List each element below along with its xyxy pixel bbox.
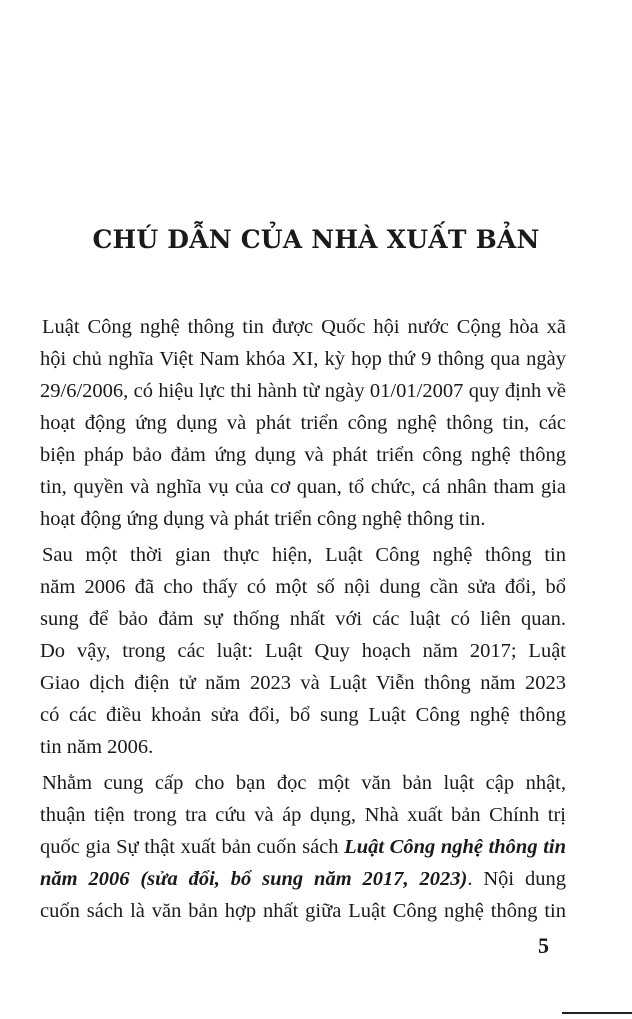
text-run: quốc gia Sự thật xuất bản cuốn sách <box>40 836 345 858</box>
book-title-text: Luật Công nghệ thông tin <box>344 836 566 858</box>
text-line: cuốn sách là văn bản hợp nhất giữa Luật Công nghệ thông tin <box>40 900 566 922</box>
text-line: năm 2006 đã cho thấy có một số nội dung cần sửa đổi, bổ <box>40 576 566 598</box>
paragraph-2 <box>40 539 566 763</box>
text-line: sung để bảo đảm sự thống nhất với các luật có liên quan. <box>40 608 566 630</box>
text-line: có các điều khoản sửa đổi, bổ sung Luật Công nghệ thông <box>40 704 566 726</box>
text-run: . Nội dung <box>467 868 566 890</box>
text-line: hội chủ nghĩa Việt Nam khóa XI, kỳ họp thứ 9 thông qua ngày <box>40 348 566 370</box>
text-line: hoạt động ứng dụng và phát triển công nghệ thông tin, các <box>40 412 566 434</box>
body-text <box>40 311 566 931</box>
paragraph-3 <box>40 767 566 927</box>
bottom-rule <box>562 1012 632 1014</box>
text-line: hoạt động ứng dụng và phát triển công nghệ thông tin. <box>40 508 486 530</box>
text-line <box>40 863 566 895</box>
text-line: Do vậy, trong các luật: Luật Quy hoạch năm 2017; Luật <box>40 640 566 662</box>
text-line: Nhằm cung cấp cho bạn đọc một văn bản luật cập nhật, <box>42 772 566 794</box>
page-title: CHÚ DẪN CỦA NHÀ XUẤT BẢN <box>92 225 540 254</box>
text-line <box>40 831 566 863</box>
text-line: Sau một thời gian thực hiện, Luật Công nghệ thông tin <box>42 544 566 566</box>
text-line: tin, quyền và nghĩa vụ của cơ quan, tổ chức, cá nhân tham gia <box>40 476 566 498</box>
text-line: thuận tiện trong tra cứu và áp dụng, Nhà xuất bản Chính trị <box>40 804 566 826</box>
book-title-text: năm 2006 (sửa đổi, bổ sung năm 2017, 2023) <box>40 868 468 890</box>
text-line: tin năm 2006. <box>40 736 154 758</box>
text-line: Luật Công nghệ thông tin được Quốc hội nước Cộng hòa xã <box>42 316 566 338</box>
page-number: 5 <box>538 933 549 958</box>
paragraph-1 <box>40 311 566 535</box>
text-line: 29/6/2006, có hiệu lực thi hành từ ngày 01/01/2007 quy định về <box>40 380 566 402</box>
text-line: biện pháp bảo đảm ứng dụng và phát triển công nghệ thông <box>40 444 566 466</box>
text-line: Giao dịch điện tử năm 2023 và Luật Viễn thông năm 2023 <box>40 672 566 694</box>
